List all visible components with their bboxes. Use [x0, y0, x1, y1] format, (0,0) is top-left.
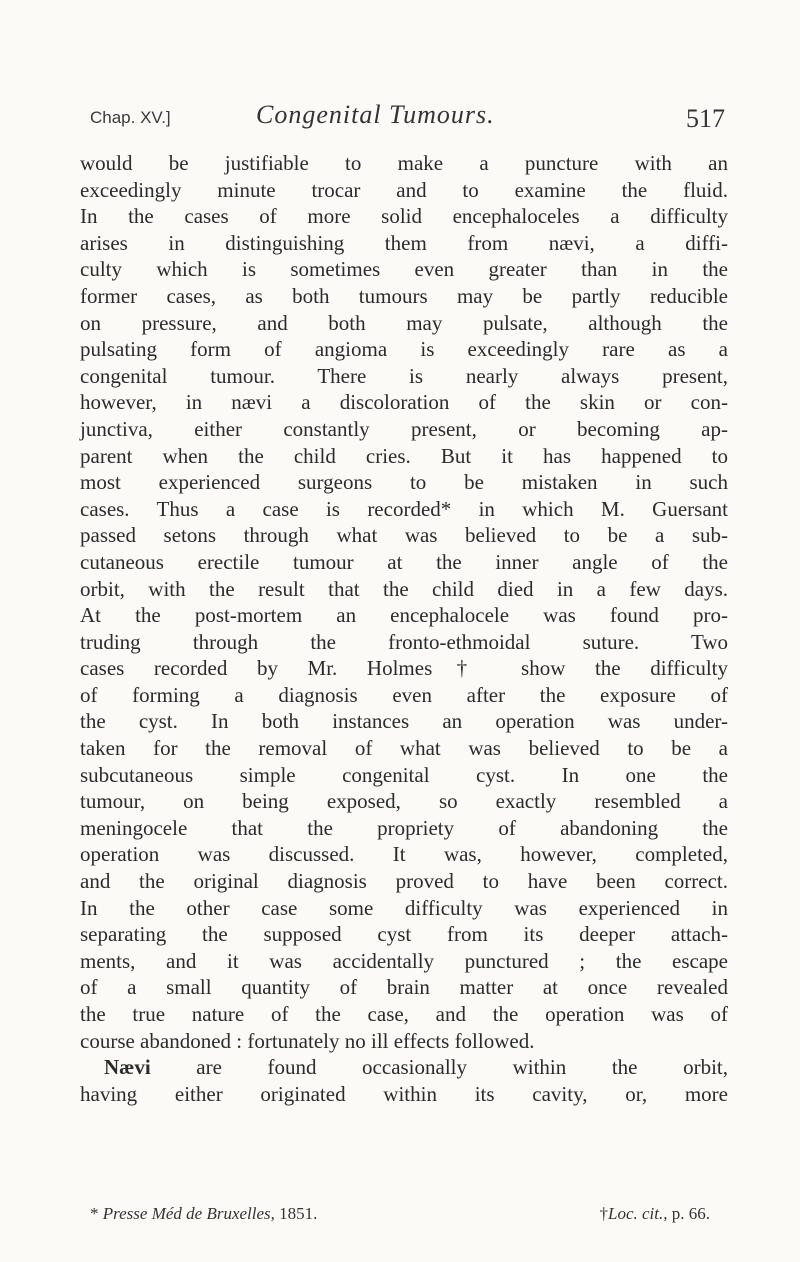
footnote-2: [600, 1204, 711, 1224]
text-line: cases. Thus a case is recorded* in which M. Guersant: [80, 496, 728, 521]
running-header: [90, 100, 725, 140]
text-line: pulsating form of angioma is exceedingly rare as a: [80, 337, 728, 362]
text-line: operation was discussed. It was, however, completed,: [80, 842, 728, 867]
text-line: In the cases of more solid encephaloceles a difficulty: [80, 204, 728, 229]
text-line: course abandoned : fortunately no ill effects followed.: [80, 1028, 535, 1053]
text-line: would be justifiable to make a puncture with an: [80, 151, 728, 175]
footnote-2-source: Loc. cit.,: [608, 1204, 668, 1223]
text-line: meningocele that the propriety of abandoning the: [80, 815, 728, 840]
text-line: former cases, as both tumours may be partly reducible: [80, 283, 728, 308]
footnote-2-page: p. 66.: [667, 1204, 710, 1223]
text-line: tumour, on being exposed, so exactly resembled a: [80, 789, 728, 814]
chapter-label: Chap. XV.]: [90, 108, 171, 127]
text-line: of a small quantity of brain matter at once revealed: [80, 975, 728, 1000]
text-line: In the other case some difficulty was experienced in: [80, 895, 728, 920]
text-line: arises in distinguishing them from nævi, a diffi-: [80, 230, 728, 255]
footnote-1-year: 1851.: [274, 1204, 318, 1223]
text-line: taken for the removal of what was believed to be a: [80, 736, 728, 761]
text-line: the cyst. In both instances an operation was under-: [80, 709, 728, 734]
text-line: the true nature of the case, and the operation was of: [80, 1002, 728, 1026]
naevi-line-rest: are found occasionally within the orbit,: [150, 1055, 728, 1080]
text-line: cases recorded by Mr. Holmes† show the difficulty: [80, 656, 728, 681]
footnote-1-mark: *: [90, 1204, 103, 1223]
footnote-1-source: Presse Méd de Bruxelles,: [102, 1204, 275, 1223]
page-number: 517: [686, 104, 725, 133]
text-line: on pressure, and both may pulsate, although the: [80, 310, 728, 335]
text-line: culty which is sometimes even greater than in the: [80, 257, 728, 282]
text-line: At the post-mortem an encephalocele was found pro-: [80, 603, 728, 628]
text-line: parent when the child cries. But it has happened to: [80, 443, 728, 468]
footnote-1: [90, 1204, 317, 1224]
text-line: however, in nævi a discoloration of the skin or con-: [80, 390, 728, 415]
paragraph-naevi: [80, 1054, 728, 1081]
running-title: Congenital Tumours.: [256, 100, 495, 129]
text-line: truding through the fronto-ethmoidal suture. Two: [80, 629, 728, 654]
naevi-lead-word: Nævi: [104, 1055, 151, 1080]
footnotes: [90, 1204, 710, 1232]
text-line: ments, and it was accidentally punctured ; the escape: [80, 948, 728, 973]
text-line: orbit, with the result that the child died in a few days.: [80, 576, 728, 601]
text-line: congenital tumour. There is nearly always present,: [80, 363, 728, 388]
text-line: having either originated within its cavity, or, more: [80, 1081, 728, 1106]
footnote-2-mark: †: [599, 1204, 608, 1223]
text-line: and the original diagnosis proved to have been correct.: [80, 869, 728, 894]
text-line: subcutaneous simple congenital cyst. In one the: [80, 762, 728, 787]
text-line: passed setons through what was believed to be a sub-: [80, 523, 728, 548]
text-line: of forming a diagnosis even after the exposure of: [80, 682, 728, 707]
text-line: exceedingly minute trocar and to examine the fluid.: [80, 177, 728, 202]
text-line: junctiva, either constantly present, or becoming ap-: [80, 416, 728, 441]
text-line: most experienced surgeons to be mistaken in such: [80, 470, 728, 495]
text-line: cutaneous erectile tumour at the inner angle of the: [80, 549, 728, 574]
text-line: separating the supposed cyst from its deeper attach-: [80, 922, 728, 947]
body-text: [80, 150, 728, 1107]
